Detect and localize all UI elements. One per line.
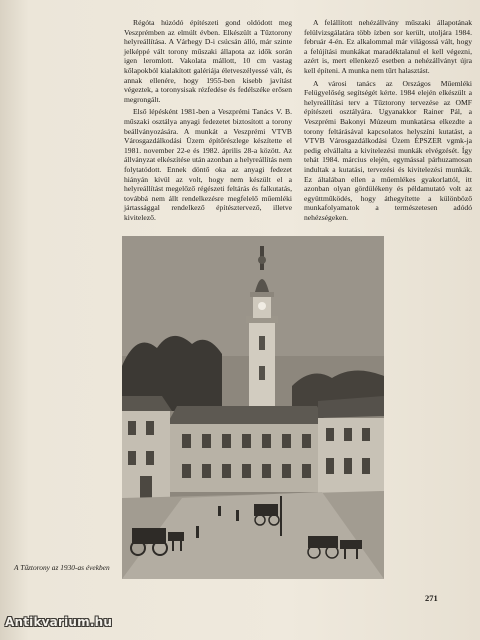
- historic-photo-fire-tower: [122, 236, 384, 579]
- article-left-column: [124, 18, 292, 225]
- paragraph: Első lépésként 1981-ben a Veszprémi Tanács V. B. műszaki osztálya anyagi fedezetet biztosított a torony beállványozására. A munkát a Veszprémi VTVB Városgazdálkodási Üzem építőrészlege készítette el 1981. november 22-e és 1982. április 28-a között. Az állványzat elkészítése után azonban a helyreállítás nem folytatódott. Ennek döntő oka az anyagi fedezet hiányán kívül az volt, hogy nem készült el a helyreállítást megelőző régészeti feltárás és falkutatás, továbbá nem állt rendelkezésre megfelelő műemléki jártassággal rendelkező építésztervező, illetve kivitelező.: [124, 107, 292, 222]
- article-right-column: [304, 18, 472, 225]
- paragraph: A felállított nehézállvány műszaki állapotának felülvizsgálatára több ízben sor került, utoljára 1984. február 4-én. Ez alkalommal már világossá vált, hogy a felújítási munkákat maradéktalanul el kell végezni, azért is, mert ellenkező esetben a nehézállványt újra kell építeni. A munka nem tűrt halasztást.: [304, 18, 472, 75]
- paragraph: A városi tanács az Országos Műemléki Felügyelőség segítségét kérte. 1984 elején elkészült a helyreállítási terv a Tűztorony tervezése az OMF építészeti osztályára. Ugyanakkor Rainer Pál, a Veszprémi Bakonyi Múzeum munkatársa elkezdte a torony feltárásával kapcsolatos helyszíni kutatást, a VTVB Városgazdálkodási Üzem ÉPSZER vgmk-ja pedig elvállalta a kivitelezési munkák elvégzését. Így tehát 1984. március elején, egymással párhuzamosan indultak a kutatási, tervezési és kivitelezési munkák. Ez általában ellen a műemlékes gyakorlattól, itt azonban olyan gördülékeny és példamutató volt az együttműködés, hogy áthegyítette a különböző munkafolyamatok a természetesen adódó nehézségeken.: [304, 78, 472, 222]
- photo-illustration: [122, 236, 384, 579]
- page-number: 271: [425, 593, 438, 603]
- photo-caption: A Tűztorony az 1930-as években: [14, 563, 110, 572]
- watermark-logo: Antikvarium.hu: [5, 615, 113, 629]
- paragraph: Régóta húzódó építészeti gond oldódott meg Veszprémben az elmúlt évben. Elkészült a Tűztorony helyreállítása. A Várhegy D-i csúcsán álló, már szinte jelképpé vált torony műszaki állapota az idők során igen leromlott. Vakolata mállott, 10 cm vastag kőlapokból kialakított galériája életveszélyessé vált, és annak ellenére, hogy 1955-ben kisebb javítást végeztek, a toronysisak rézfedése és fedélszéke erősen megrongált.: [124, 18, 292, 104]
